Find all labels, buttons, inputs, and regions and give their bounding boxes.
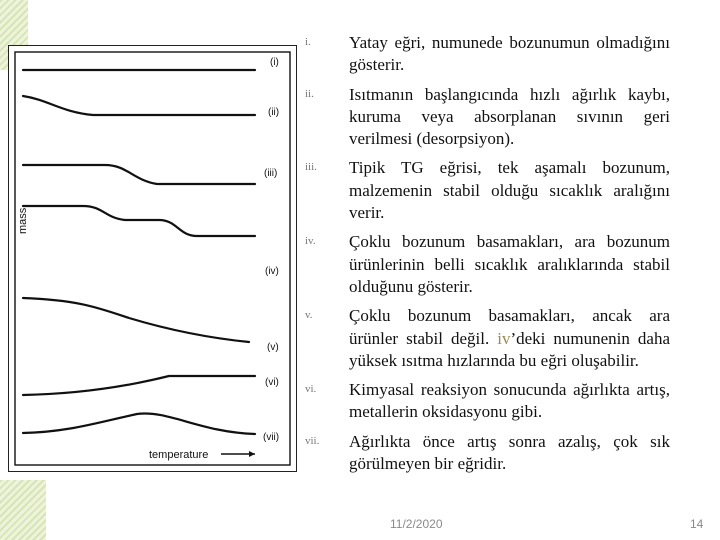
cross-reference-iv: iv xyxy=(497,328,511,348)
list-marker: iii. xyxy=(305,161,317,174)
list-item xyxy=(305,84,670,151)
list-item-text-part: Çoklu bozunum basamakları, ancak ara ürünler stabil değil. xyxy=(349,306,670,348)
list-marker: vi. xyxy=(305,383,317,396)
list-item-text: Isıtmanın başlangıcında hızlı ağırlık kaybı, kuruma veya absorplanan sıvının geri verilmesi (desorpsiyon). xyxy=(349,84,670,149)
list-marker: vii. xyxy=(305,434,320,447)
list-marker: v. xyxy=(305,309,313,322)
footer-date: 11/2/2020 xyxy=(390,517,443,531)
list-item xyxy=(305,379,670,424)
list-item xyxy=(305,431,670,476)
curve-v xyxy=(23,298,249,342)
curve-iv xyxy=(23,206,255,236)
list-marker: iv. xyxy=(305,235,316,248)
list-item-text: Ağırlıkta önce artış sonra azalış, çok sık görülmeyen bir eğridir. xyxy=(349,431,670,474)
curve-label-vi: (vi) xyxy=(265,377,279,388)
curve-iii xyxy=(23,165,255,184)
list-item xyxy=(305,32,670,77)
list-item-text: Kimyasal reaksiyon sonucunda ağırlıkta artış, metallerin oksidasyonu gibi. xyxy=(349,380,670,422)
y-axis-label: mass xyxy=(17,207,29,234)
curve-label-iii: (iii) xyxy=(264,168,278,179)
curve-vii xyxy=(23,414,255,434)
list-item xyxy=(305,157,670,224)
list-item-text xyxy=(349,305,670,372)
list-item xyxy=(305,305,670,372)
list-item-text: Yatay eğri, numunede bozunumun olmadığını gösterir. xyxy=(349,33,670,75)
curve-label-ii: (ii) xyxy=(268,107,280,118)
list-item-text-part: ’deki numunenin daha yüksek ısıtma hızlarında bu eğri oluşabilir. xyxy=(349,328,670,370)
corner-decoration-bottom xyxy=(0,480,46,540)
tg-curves-svg xyxy=(9,46,296,471)
curve-label-vii: (vii) xyxy=(263,432,280,443)
page-number: 14 xyxy=(690,517,704,531)
curve-ii xyxy=(23,96,255,115)
curve-label-iv: (iv) xyxy=(265,266,279,277)
list-item xyxy=(305,231,670,298)
list-item-text: Tipik TG eğrisi, tek aşamalı bozunum, malzemenin stabil olduğu sıcaklık aralığını verir. xyxy=(349,158,670,223)
tg-curves-figure xyxy=(8,45,297,472)
list-item-text: Çoklu bozunum basamakları, ara bozunum ürünlerinin belli sıcaklık aralıklarında stabil olduğunu gösterir. xyxy=(349,232,670,296)
curve-descriptions-list xyxy=(305,32,670,482)
curve-label-v: (v) xyxy=(267,342,279,353)
x-axis-arrowhead xyxy=(249,451,255,457)
curve-label-i: (i) xyxy=(270,57,279,68)
list-marker: i. xyxy=(305,36,311,48)
curve-vi xyxy=(23,376,255,395)
list-marker: ii. xyxy=(305,87,314,100)
x-axis-label: temperature xyxy=(149,449,209,461)
